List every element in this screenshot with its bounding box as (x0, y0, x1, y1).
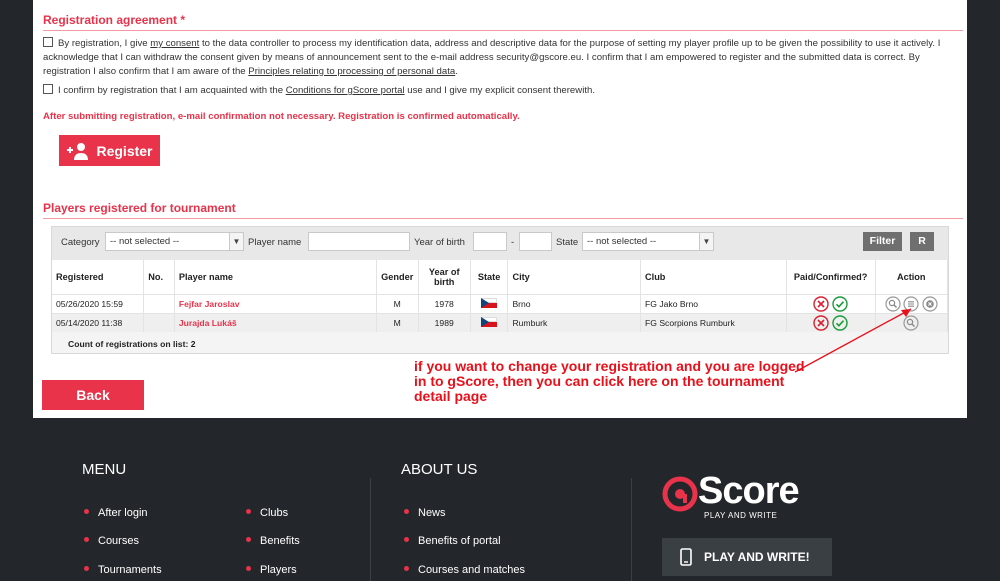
consent-text-start: By registration, I give (58, 38, 151, 49)
registered-cell: 05/26/2020 15:59 (52, 294, 144, 313)
conditions-text-start: I confirm by registration that I am acquainted with the (58, 85, 286, 96)
state-select[interactable] (582, 232, 714, 251)
year-cell: 1978 (418, 294, 470, 313)
footer-link-after-login[interactable]: After login (84, 507, 148, 519)
logo-text: Score (698, 470, 799, 512)
footer-link-benefits[interactable]: Benefits (246, 535, 300, 547)
no-cell (144, 294, 175, 313)
footer-menu-title: MENU (82, 461, 127, 478)
consent-text-body: to the data controller to process my identification data, address and descriptive data for the purpose of setting my player profile up to be given the possibility to use it actively. I acknowledge that I can withdraw the consent given by means of announcement sent to the e-mail address security@gscore.eu. I confirm that I am empowered to register and the submitted data is correct. By registration I also confirm that I am aware of the (43, 38, 941, 77)
registration-agreement-title: Registration agreement * (43, 13, 186, 27)
footer-link-tournaments[interactable]: Tournaments (84, 564, 162, 576)
footer-about-title: ABOUT US (401, 461, 478, 478)
col-club[interactable]: Club (641, 260, 787, 294)
logo-tagline: PLAY AND WRITE (704, 511, 778, 520)
play-and-write-button[interactable] (662, 538, 832, 576)
back-button[interactable]: Back (42, 380, 144, 410)
annotation-arrow (793, 296, 943, 376)
year-range-dash: - (511, 237, 515, 248)
filter-bar (52, 227, 948, 260)
czech-flag-icon (481, 298, 497, 308)
gscore-logo-mark-icon (662, 476, 698, 512)
conditions-text-end: use and I give my explicit consent therewith. (404, 85, 595, 96)
chevron-down-icon: ▼ (699, 233, 713, 250)
register-button[interactable] (59, 135, 160, 166)
add-user-icon (66, 142, 90, 160)
filter-button[interactable]: Filter (863, 232, 902, 251)
confirmation-notice: After submitting registration, e-mail confirmation not necessary. Registration is confirmed automatically. (43, 111, 520, 122)
year-cell: 1989 (418, 313, 470, 332)
club-cell: FG Scorpions Rumburk (641, 313, 787, 332)
footer-link-news[interactable]: News (404, 507, 446, 519)
year-to-input[interactable] (519, 232, 552, 251)
gscore-logo[interactable] (662, 470, 832, 522)
conditions-paragraph (43, 84, 961, 98)
footer-link-courses-and-matches[interactable]: Courses and matches (404, 564, 525, 576)
state-cell (470, 294, 508, 313)
footer-link-benefits-of-portal[interactable]: Benefits of portal (404, 535, 501, 547)
col-no[interactable]: No. (144, 260, 175, 294)
registrations-count: Count of registrations on list: 2 (68, 339, 196, 349)
consent-paragraph (43, 37, 961, 79)
col-state[interactable]: State (470, 260, 508, 294)
reset-button[interactable]: R (910, 232, 934, 251)
player-name-input[interactable] (308, 232, 410, 251)
player-name-link[interactable]: Jurajda Lukáš (174, 313, 376, 332)
players-registered-title: Players registered for tournament (43, 201, 236, 215)
chevron-down-icon: ▼ (229, 233, 243, 250)
player-name-link[interactable]: Fejfar Jaroslav (174, 294, 376, 313)
player-name-label: Player name (248, 237, 302, 248)
state-cell (470, 313, 508, 332)
footer-divider (370, 478, 371, 581)
col-action: Action (875, 260, 947, 294)
city-cell: Brno (508, 294, 641, 313)
category-label: Category (61, 237, 100, 248)
footer-link-players[interactable]: Players (246, 564, 297, 576)
conditions-link[interactable]: Conditions for gScore portal (285, 85, 405, 96)
city-cell: Rumburk (508, 313, 641, 332)
col-player-name[interactable]: Player name (174, 260, 376, 294)
section-divider (43, 30, 963, 31)
col-paid-confirmed[interactable]: Paid/Confirmed? (786, 260, 875, 294)
col-registered[interactable]: Registered (52, 260, 144, 294)
category-value: -- not selected -- (110, 236, 180, 247)
conditions-checkbox[interactable] (43, 84, 53, 94)
table-header-row (52, 260, 948, 294)
gender-cell: M (376, 313, 418, 332)
play-and-write-label: PLAY AND WRITE! (704, 550, 810, 564)
principles-link[interactable]: Principles relating to processing of personal data (248, 66, 456, 77)
state-label: State (556, 237, 579, 248)
consent-text-end: . (455, 66, 458, 77)
footer-divider (631, 478, 632, 581)
my-consent-link[interactable]: my consent (150, 38, 200, 49)
club-cell: FG Jako Brno (641, 294, 787, 313)
czech-flag-icon (481, 317, 497, 327)
footer-link-courses[interactable]: Courses (84, 535, 139, 547)
section-divider (43, 218, 963, 219)
register-label: Register (96, 142, 153, 159)
gender-cell: M (376, 294, 418, 313)
annotation-note: if you want to change your registration and you are logged in to gScore, then you can click here on the tournament detail page (414, 358, 805, 404)
registered-cell: 05/14/2020 11:38 (52, 313, 144, 332)
col-gender[interactable]: Gender (376, 260, 418, 294)
category-select[interactable] (105, 232, 244, 251)
col-city[interactable]: City (508, 260, 641, 294)
smartphone-icon (680, 548, 692, 566)
consent-checkbox[interactable] (43, 37, 53, 47)
main-content (33, 0, 967, 418)
state-value: -- not selected -- (587, 236, 657, 247)
footer-link-clubs[interactable]: Clubs (246, 507, 288, 519)
year-of-birth-label: Year of birth (414, 237, 465, 248)
no-cell (144, 313, 175, 332)
col-year-of-birth[interactable]: Year of birth (418, 260, 470, 294)
year-from-input[interactable] (473, 232, 507, 251)
